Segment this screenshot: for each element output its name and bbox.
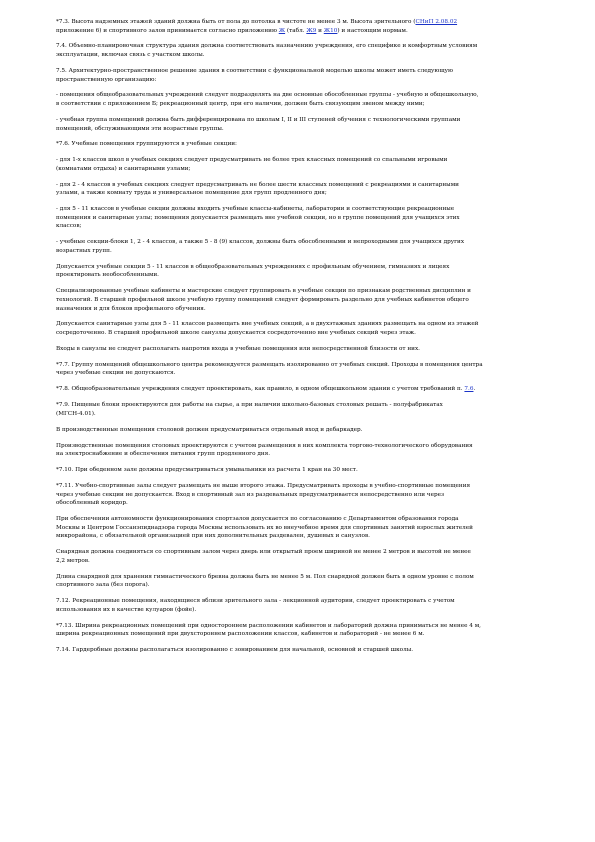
paragraph-text: .: [473, 386, 476, 393]
paragraph-text: *7.3. Высота надземных этажей зданий должна быть от пола до потолка в чистоте не менее 3 м. Высота зрительного (: [56, 19, 416, 25]
para-7-11-c: [56, 573, 540, 590]
reference-link[interactable]: СНиП 2.08.02: [415, 19, 458, 25]
para-7-10: [56, 466, 540, 475]
paragraph-text: *7.13. Ширина рекреационных помещений при одностороннем расположении кабинетов и лабораторий должна приниматься не менее 4 м, ширина рекреационных помещений при двухстороннем расположении классов, кабинетов и лабораторий - не менее 6 м.: [56, 622, 481, 638]
paragraph-text: *7.8. Общеобразовательные учреждения следует проектировать, как правило, в одном общешкольном здании с учетом требований п.: [56, 386, 465, 393]
paragraph-text: Длина снарядной для хранения гимнастического бревна должна быть не менее 5 м. Пол снарядной должен быть в одном уровне с полом спортивного зала (без порога).: [56, 573, 474, 589]
para-7-6-a: [56, 156, 540, 173]
paragraph-text: При обеспечении автономности функционирования спортзалов допускается по согласованию с Департаментом образования города Москвы и Центром Госсанэпиднадзора города Москвы использовать их во внеучебное время для спортивных занятий взрослых жителей микрорайона, с обязательной организацией при них дополнительных раздевален, душевых и санузлов.: [56, 515, 473, 540]
paragraph-text: *7.11. Учебно-спортивные залы следует размещать не выше второго этажа. Предусматривать проходы в учебно-спортивные помещения через учебные секции не допускается. Вход в спортивный зал из раздевальных предусматривается непосредственно или через обособленный коридор.: [56, 482, 471, 507]
para-7-8: [56, 385, 540, 394]
para-7-6-e: [56, 263, 540, 280]
paragraph-text: *7.10. При обеденном зале должны предусматриваться умывальники из расчета 1 кран на 30 мест.: [56, 467, 358, 474]
reference-link[interactable]: Ж: [278, 27, 286, 34]
paragraph-text: *7.9. Пищевые блоки проектируются для работы на сырье, а при наличии школьно-базовых столовых решать - полуфабрикатах (МГСН-4.01).: [56, 402, 443, 417]
paragraph-text: 7.12. Рекреационные помещения, находящиеся вблизи зрительного зала - лекционной аудитории, следует проектировать с учетом использования их в качестве кулуаров (фойе).: [56, 598, 455, 613]
para-7-6-g: [56, 320, 540, 337]
paragraph-text: *7.7. Группу помещений общешкольного центра рекомендуется размещать изолированно от учебных секций. Проходы в помещения центра через учебные секции не допускаются.: [56, 361, 483, 377]
paragraph-text: - для 5 - 11 классов в учебные секции должны входить учебные классы-кабинеты, лаборатории и соответствующие рекреационные помещения и санитарные узлы; помещения допускается размещать вне учебной секции, но в группе помещений для учащихся этих классов;: [56, 206, 460, 230]
paragraph-text: ) и настоящим нормам.: [337, 27, 408, 34]
para-7-9: [56, 401, 540, 418]
para-7-13: [56, 622, 540, 639]
paragraph-text: - учебные секции-блоки 1, 2 - 4 классов, а также 5 - 8 (9) классов, должны быть обособленными и непроходными для учащихся других возрастных групп.: [56, 239, 465, 254]
para-7-6-f: [56, 287, 540, 313]
paragraph-text: Производственные помещения столовых проектируются с учетом размещения в них комплекта торгово-технологического оборудования на электроснабжение и обеспечения питания групп продленного дня.: [56, 442, 473, 458]
paragraph-text: *7.6. Учебные помещения группируются в учебные секции:: [56, 141, 237, 148]
paragraph-text: Снарядная должна соединяться со спортивным залом через дверь или открытый проем шириной не менее 2 метров и высотой не менее 2,2 метров.: [56, 549, 471, 564]
paragraph-text: (табл.: [285, 27, 307, 34]
para-7-11-a: [56, 515, 540, 541]
para-7-12: [56, 597, 540, 614]
reference-link[interactable]: Ж9: [306, 27, 317, 34]
para-7-11: [56, 482, 540, 508]
para-7-4: [56, 42, 540, 59]
para-7-11-b: [56, 548, 540, 565]
para-7-5: [56, 67, 540, 84]
document-body: [56, 18, 540, 662]
para-7-9-b: [56, 442, 540, 459]
reference-link[interactable]: Ж10: [323, 27, 338, 34]
para-7-5-b: [56, 116, 540, 133]
para-7-5-a: [56, 91, 540, 108]
paragraph-text: - для 1-х классов школ в учебных секциях следует предусматривать не более трех классных помещений со спальными игровыми (комнатами отдыха) и санитарными узлами;: [56, 157, 448, 172]
reference-link[interactable]: 7.6: [464, 386, 474, 393]
para-7-9-a: [56, 426, 540, 435]
para-7-14: [56, 646, 540, 655]
paragraph-text: и: [316, 27, 324, 34]
para-7-6-h: [56, 345, 540, 354]
paragraph-text: Входы в санузлы не следует располагать напротив входа в учебные помещения или непосредственной близости от них.: [56, 345, 420, 352]
para-7-6-d: [56, 238, 540, 255]
paragraph-text: 7.5. Архитектурно-пространственное решение здания в соответствии с функциональной моделью школы может иметь следующую пространственную организацию:: [56, 67, 453, 83]
paragraph-text: - для 2 - 4 классов в учебных секциях следует предусматривать не более шести классных помещений с рекреациями и санитарными узлами, а также комнату труда и универсальное помещение для групп продленного дня;: [56, 181, 459, 197]
paragraph-text: - учебная группа помещений должна быть дифференцирована по школам I, II и III ступеней обучения с технологическими группами помещений, обслуживающими эти возрастные группы.: [56, 116, 461, 132]
paragraph-text: Специализированные учебные кабинеты и мастерские следует группировать в учебные секции по признакам родственных дисциплин и технологий. В старшей профильной школе учебную группу помещений следует формировать раздельно для учебных кабинетов общего назначения и для блоков профильного обучения.: [56, 288, 471, 312]
paragraph-text: В производственные помещения столовой должен предусматриваться отдельный вход и дебаркадер.: [56, 426, 363, 433]
paragraph-text: приложение 6) и спортивного залов принимается согласно приложению: [56, 27, 277, 34]
para-7-6: [56, 140, 540, 149]
para-7-7: [56, 361, 540, 378]
paragraph-text: Допускается учебные секции 5 - 11 классов в общеобразовательных учреждениях с профильным обучением, гимназиях и лицеях проектировать необособленными.: [56, 263, 450, 279]
paragraph-text: Допускается санитарные узлы для 5 - 11 классов размещать вне учебных секций, а в двухэтажных зданиях размещать на одном из этажей сосредоточенно. В старшей профильной школе санузлы допускается сосредоточенно вне учебных секций через этаж.: [56, 321, 479, 336]
para-7-6-c: [56, 205, 540, 231]
para-7-3: [56, 18, 540, 35]
paragraph-text: - помещения общеобразовательных учреждений следует подразделять на две основные обособленные группы - учебную и общешкольную, в соответствии с приложением Б; рекреационный центр, при его наличии, должен быть связующим звеном между ними;: [56, 92, 479, 108]
paragraph-text: 7.4. Объемно-планировочная структура здания должна соответствовать назначению учреждения, его специфике и комфортным условиям эксплуатации, включая связь с участком школы.: [56, 43, 478, 59]
para-7-6-b: [56, 181, 540, 198]
paragraph-text: 7.14. Гардеробные должны располагаться изолированно с зонированием для начальной, основной и старшей школы.: [56, 647, 414, 653]
